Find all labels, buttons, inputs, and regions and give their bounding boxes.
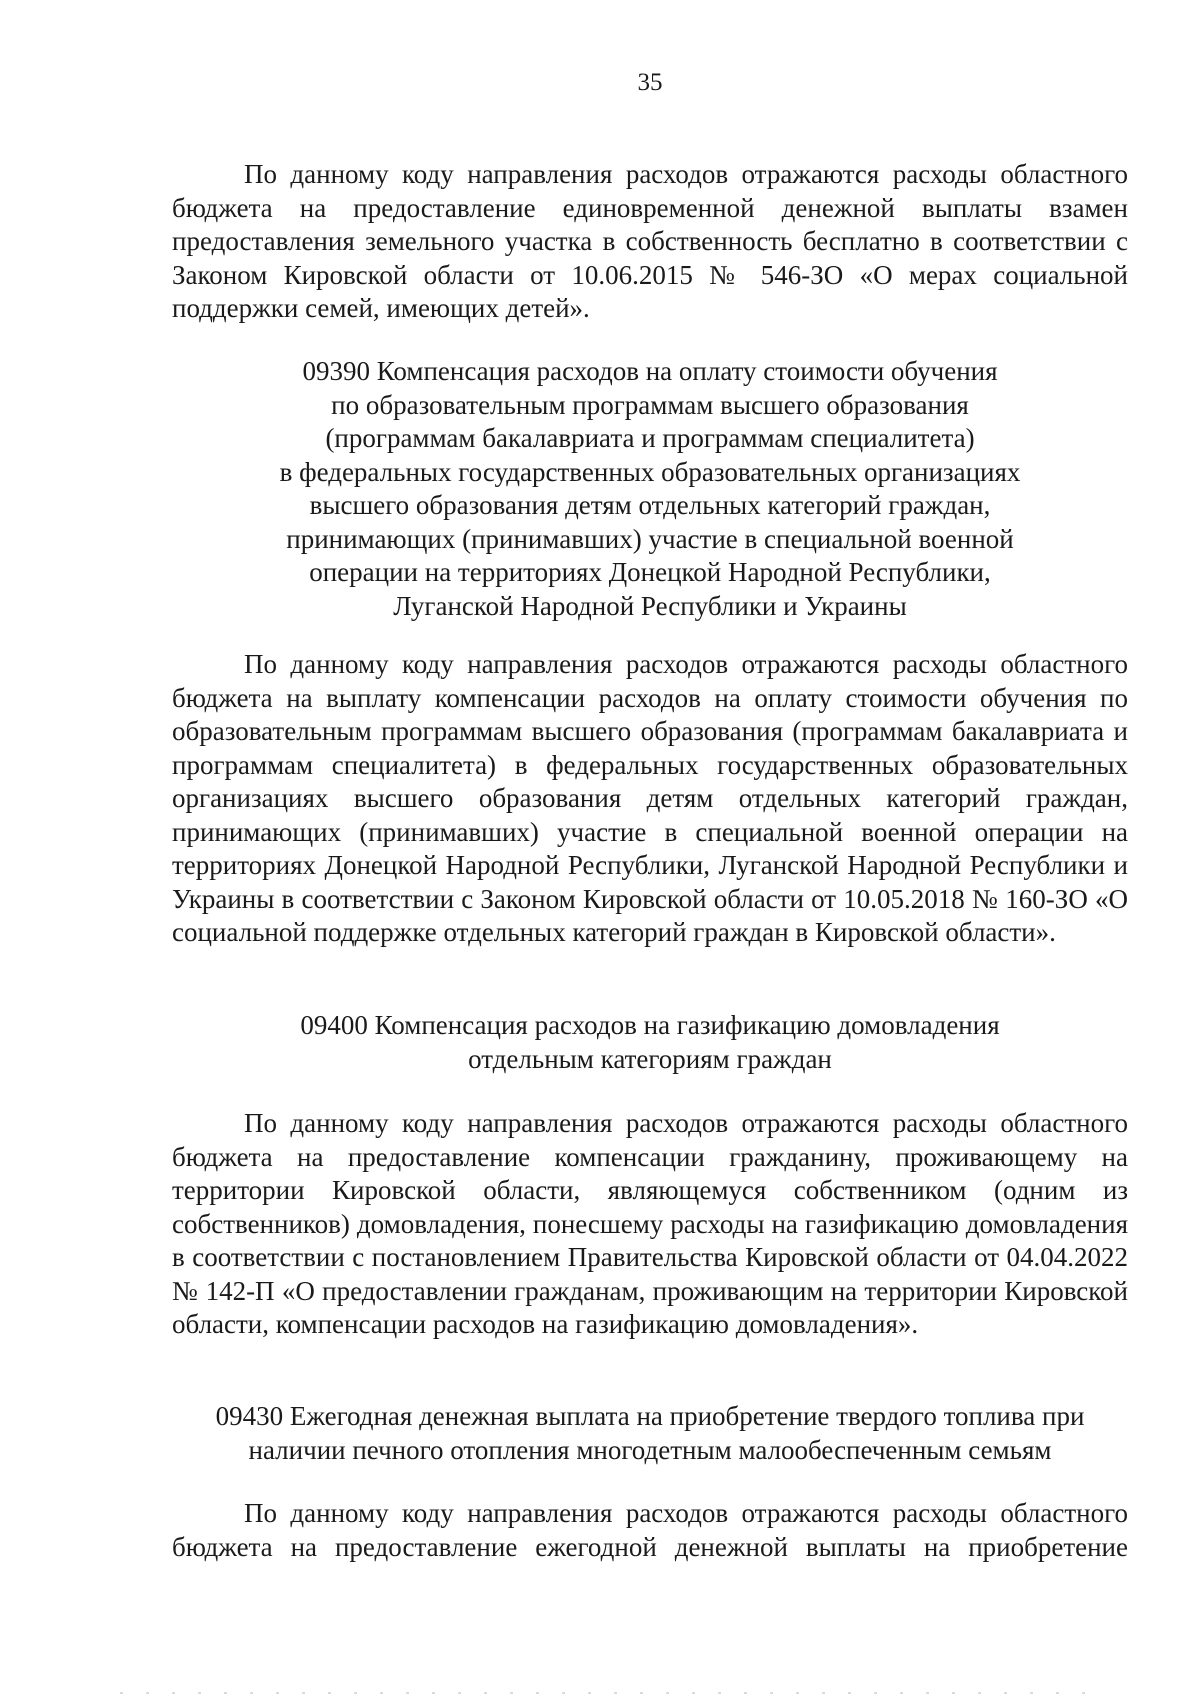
- heading-line: (программам бакалавриата и программам специалитета): [325, 423, 975, 453]
- heading-line: Луганской Народной Республики и Украины: [393, 590, 907, 621]
- page-number: 35: [637, 69, 663, 96]
- paragraph-09390: По данному коду направления расходов отражаются расходы областного бюджета на выплату компенсации расходов на оплату стоимости обучения по образовательным программам высшего образования (программам бакалавриата и программам специалитета) в федеральных государственных образовательных организациях высшего образования детям отдельных категорий граждан, принимающих (принимавших) участие в специальной военной операции на территориях Донецкой Народной Республики, Луганской Народной Республики и Украины в соответствии с Законом Кировской области от 10.05.2018 № 160-ЗО «О социальной поддержке отдельных категорий граждан в Кировской области».: [172, 649, 1128, 947]
- heading-line: операции на территориях Донецкой Народной Республики,: [309, 557, 991, 587]
- heading-09400: [172, 1009, 1128, 1076]
- heading-line: отдельным категориям граждан: [468, 1043, 832, 1074]
- heading-line: 09400 Компенсация расходов на газификацию домовладения: [300, 1010, 1000, 1040]
- heading-09390: [172, 355, 1128, 623]
- paragraph-09400: По данному коду направления расходов отражаются расходы областного бюджета на предоставление компенсации гражданину, проживающему на территории Кировской области, являющемуся собственником (одним из собственников) домовладения, понесшему расходы на газификацию домовладения в соответствии с постановлением Правительства Кировской области от 04.04.2022 № 142-П «О предоставлении гражданам, проживающим на территории Кировской области, компенсации расходов на газификацию домовладения».: [172, 1108, 1128, 1339]
- heading-line: высшего образования детям отдельных категорий граждан,: [309, 490, 991, 520]
- heading-line: в федеральных государственных образовательных организациях: [279, 456, 1021, 487]
- heading-line: принимающих (принимавших) участие в специальной военной: [286, 523, 1014, 554]
- heading-line: по образовательным программам высшего образования: [331, 389, 969, 420]
- heading-line: 09390 Компенсация расходов на оплату стоимости обучения: [302, 356, 998, 386]
- heading-line: 09430 Ежегодная денежная выплата на приобретение твердого топлива при: [215, 1401, 1085, 1431]
- heading-line: наличии печного отопления многодетным малообеспеченным семьям: [248, 1434, 1052, 1465]
- paragraph-09430: По данному коду направления расходов отражаются расходы областного бюджета на предоставление ежегодной денежной выплаты на приобретение: [172, 1498, 1128, 1562]
- scan-artifact-line: [120, 1692, 1100, 1694]
- heading-09430: [160, 1400, 1140, 1467]
- paragraph-single-payment: По данному коду направления расходов отражаются расходы областного бюджета на предоставление единовременной денежной выплаты взамен предоставления земельного участка в собственность бесплатно в соответствии с Законом Кировской области от 10.06.2015 № 546-ЗО «О мерах социальной поддержки семей, имеющих детей».: [172, 159, 1128, 323]
